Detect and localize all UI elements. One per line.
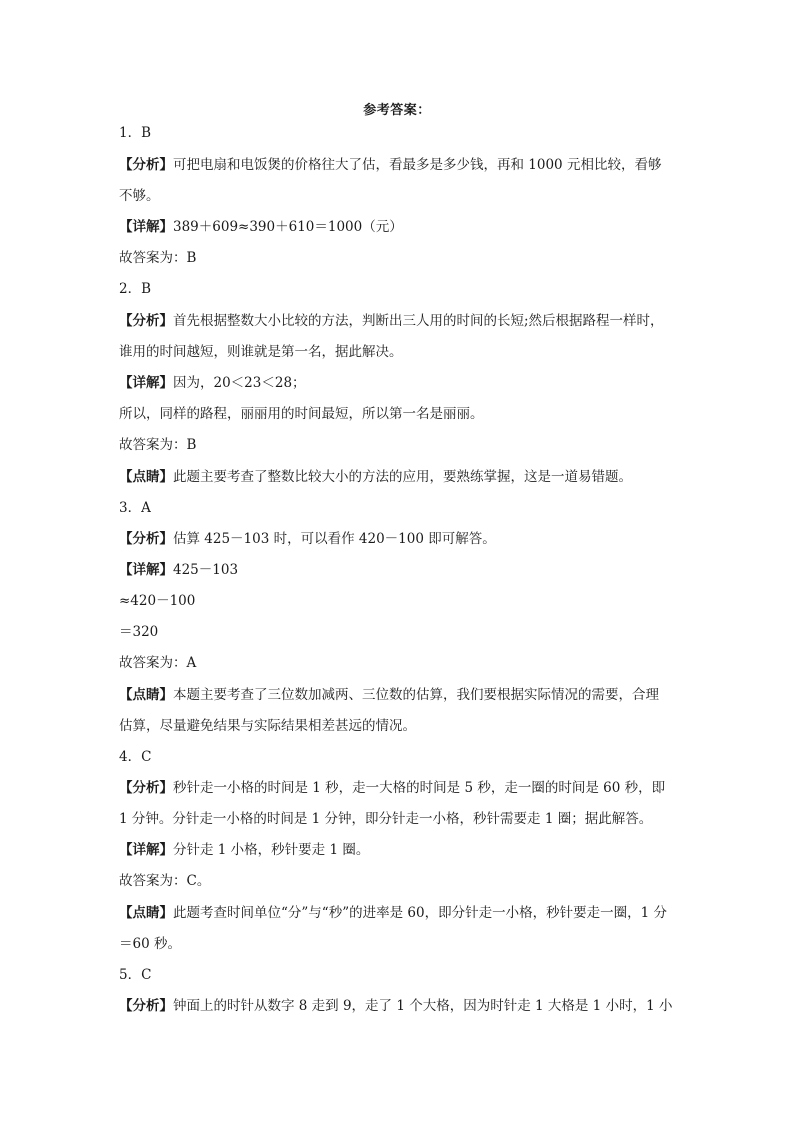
q4-answer: 故答案为：C。 [119,873,211,889]
q1-detail-text-1: 389＋609≈390＋610＝1000（元） [173,219,403,235]
q4-comment-text-1: 此题考查时间单位“分”与“秒”的进率是 60，即分针走一小格，秒针要走一圈，1 分 [173,905,667,921]
q1-analysis-text-2: 不够。 [119,188,160,204]
q2-detail-text-1: 因为，20＜23＜28； [173,375,306,391]
q3-comment [119,685,679,705]
analysis-tag: 【分析】 [119,313,173,329]
analysis-tag: 【分析】 [119,780,173,796]
q2-comment [119,467,679,487]
q3-analysis [119,529,679,549]
q3-detail-text-3: ＝320 [119,624,159,640]
q1-analysis-text-1: 可把电扇和电饭煲的价格往大了估，看最多是多少钱，再和 1000 元相比较，看够 [173,157,662,173]
q1-number: 1．B [119,125,152,141]
q2-analysis-text-2: 谁用的时间越短，则谁就是第一名，据此解决。 [119,344,403,360]
comment-tag: 【点睛】 [119,469,173,485]
q3-analysis-text-1: 估算 425－103 时，可以看作 420－100 即可解答。 [173,531,496,547]
analysis-tag: 【分析】 [119,531,173,547]
page-title: 参考答案： [363,103,431,118]
q3-detail-text-2: ≈420－100 [119,593,196,609]
q5-analysis-text-1: 钟面上的时针从数字 8 走到 9，走了 1 个大格，因为时针走 1 大格是 1 小时，1 小 [173,998,673,1014]
q4-analysis-text-2: 1 分钟。分针走一小格的时间是 1 分钟，即分针走一小格，秒针需要走 1 圈；据此解答。 [119,811,653,827]
q2-comment-text-1: 此题主要考查了整数比较大小的方法的应用，要熟练掌握，这是一道易错题。 [173,469,632,485]
q3-comment-text-1: 本题主要考查了三位数加减两、三位数的估算，我们要根据实际情况的需要，合理 [173,687,659,703]
q4-analysis-text-1: 秒针走一小格的时间是 1 秒，走一大格的时间是 5 秒，走一圈的时间是 60 秒，即 [173,780,666,796]
q1-detail [119,217,679,237]
analysis-tag: 【分析】 [119,157,173,173]
q2-analysis [119,311,679,331]
q3-comment-text-2: 估算，尽量避免结果与实际结果相差甚远的情况。 [119,718,416,734]
q4-analysis [119,778,679,798]
q2-analysis-text-1: 首先根据整数大小比较的方法，判断出三人用的时间的长短;然后根据路程一样时， [173,313,664,329]
q2-number: 2．B [119,281,152,297]
q3-detail [119,560,679,580]
q2-answer: 故答案为：B [119,437,197,453]
q4-number: 4．C [119,749,152,765]
q5-number: 5．C [119,967,152,983]
q5-analysis [119,996,679,1016]
detail-tag: 【详解】 [119,375,173,391]
detail-tag: 【详解】 [119,842,173,858]
q4-detail-text-1: 分针走 1 小格，秒针要走 1 圈。 [173,842,370,858]
analysis-tag: 【分析】 [119,998,173,1014]
q1-answer: 故答案为：B [119,250,197,266]
q3-detail-text-1: 425－103 [173,562,239,578]
q1-analysis [119,155,679,175]
comment-tag: 【点睛】 [119,905,173,921]
q2-detail-text-2: 所以，同样的路程，丽丽用的时间最短，所以第一名是丽丽。 [119,406,484,422]
q2-detail [119,373,679,393]
q4-comment [119,903,679,923]
q3-answer: 故答案为：A [119,655,197,671]
q3-number: 3．A [119,500,151,516]
comment-tag: 【点睛】 [119,687,173,703]
detail-tag: 【详解】 [119,562,173,578]
detail-tag: 【详解】 [119,219,173,235]
q4-comment-text-2: ＝60 秒。 [119,936,181,952]
q4-detail [119,840,679,860]
